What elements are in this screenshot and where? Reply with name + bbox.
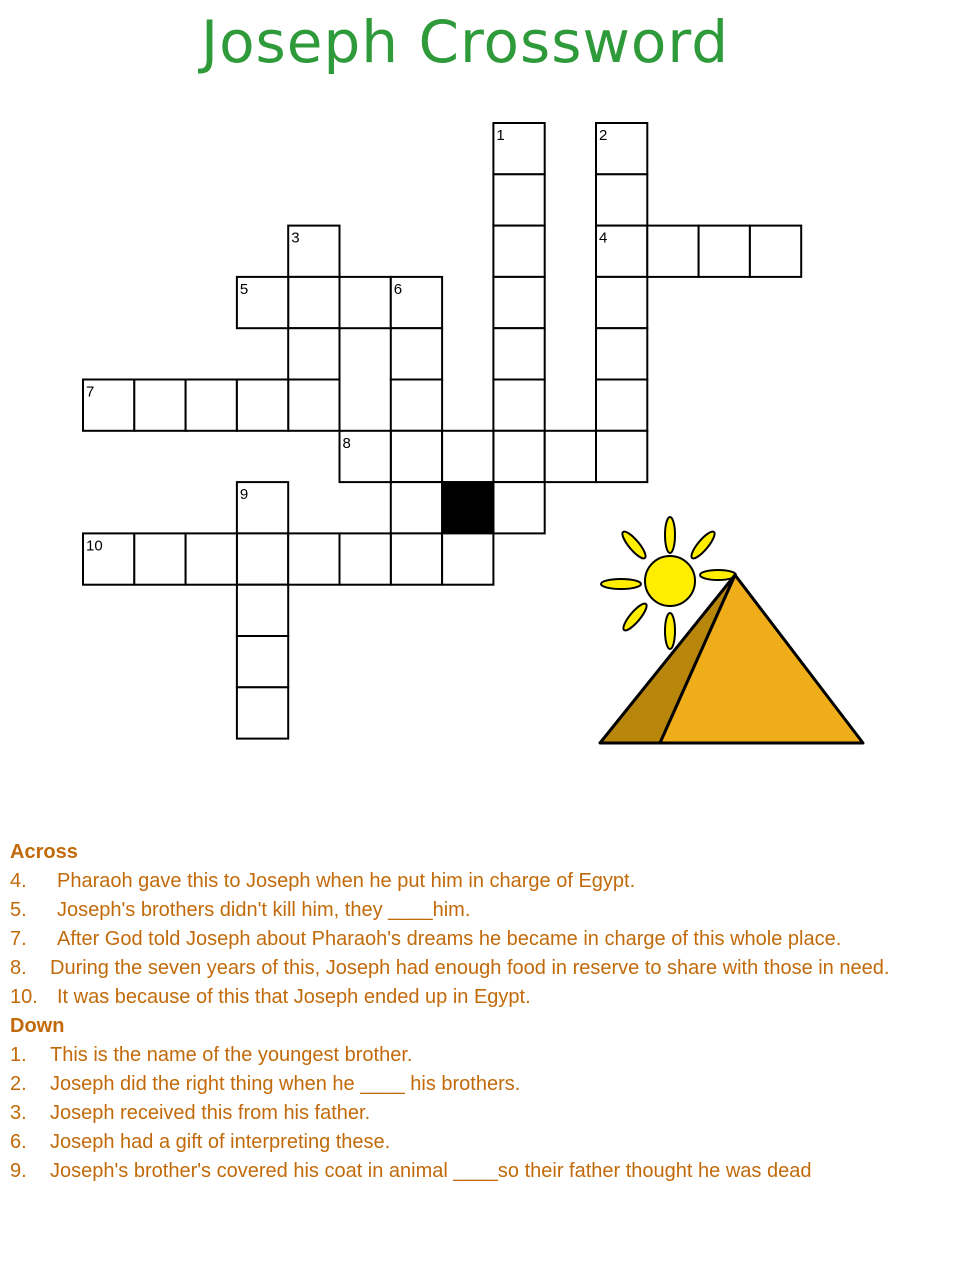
crossword-cell[interactable]	[391, 328, 442, 379]
crossword-cell[interactable]	[391, 380, 442, 431]
crossword-cell[interactable]	[493, 174, 544, 225]
pyramid-icon	[600, 575, 863, 743]
clue-down-3: 3. Joseph received this from his father.	[10, 1102, 371, 1124]
crossword-cell[interactable]	[391, 533, 442, 584]
crossword-cell[interactable]	[596, 380, 647, 431]
clue-across-4: 4. Pharaoh gave this to Joseph when he put him in charge of Egypt.	[10, 870, 636, 892]
crossword-cell[interactable]	[493, 380, 544, 431]
across-heading: Across	[10, 841, 78, 863]
clue-down-6: 6. Joseph had a gift of interpreting these.	[10, 1131, 391, 1153]
crossword-cell[interactable]	[288, 380, 339, 431]
crossword-cell[interactable]	[237, 380, 288, 431]
crossword-cell[interactable]	[596, 431, 647, 482]
crossword-cell[interactable]	[340, 277, 391, 328]
crossword-cell[interactable]	[288, 277, 339, 328]
cell-number: 2	[599, 127, 608, 144]
crossword-cell[interactable]	[134, 380, 185, 431]
crossword-cell[interactable]	[493, 328, 544, 379]
clue-across-10: 10. It was because of this that Joseph ended up in Egypt.	[10, 986, 531, 1008]
clue-down-2: 2. Joseph did the right thing when he ____ his brothers.	[10, 1073, 521, 1095]
crossword-cell[interactable]	[391, 482, 442, 533]
crossword-cell[interactable]	[186, 533, 237, 584]
cell-number: 1	[496, 127, 505, 144]
crossword-cell[interactable]	[288, 328, 339, 379]
crossword-cell[interactable]	[596, 328, 647, 379]
crossword-cell[interactable]	[442, 533, 493, 584]
crossword-cell[interactable]	[237, 687, 288, 738]
clue-across-5: 5. Joseph's brothers didn't kill him, they ____him.	[10, 899, 471, 921]
crossword-cell[interactable]	[288, 533, 339, 584]
crossword-cell[interactable]	[237, 585, 288, 636]
down-heading: Down	[10, 1015, 65, 1037]
crossword-cell[interactable]	[134, 533, 185, 584]
crossword-cell[interactable]	[647, 226, 698, 277]
sun-pyramid-illustration	[590, 505, 870, 750]
cell-number: 4	[599, 229, 608, 247]
crossword-cell[interactable]	[493, 277, 544, 328]
crossword-cell[interactable]	[493, 226, 544, 277]
cell-number: 5	[239, 280, 249, 298]
crossword-cell[interactable]	[596, 174, 647, 225]
crossword-cell[interactable]	[493, 482, 544, 533]
crossword-cell[interactable]	[237, 636, 288, 687]
crossword-cell[interactable]	[237, 533, 288, 584]
clue-list	[10, 838, 955, 1186]
cell-number: 8	[342, 434, 351, 452]
cell-number: 7	[86, 383, 95, 401]
page-title: Joseph Crossword	[200, 8, 730, 76]
cell-number: 10	[86, 537, 103, 555]
cell-number: 9	[239, 486, 249, 504]
crossword-cell[interactable]	[340, 533, 391, 584]
crossword-cell[interactable]	[545, 431, 596, 482]
crossword-cell[interactable]	[596, 277, 647, 328]
crossword-cell[interactable]	[186, 380, 237, 431]
crossword-cell[interactable]	[391, 431, 442, 482]
cell-number: 3	[291, 229, 300, 247]
clue-down-9: 9. Joseph's brother's covered his coat in animal ____so their father thought he was dead	[10, 1160, 812, 1182]
crossword-cell-blocked	[442, 482, 493, 533]
clue-across-7: 7. After God told Joseph about Pharaoh's dreams he became in charge of this whole place.	[10, 928, 842, 950]
crossword-cell[interactable]	[493, 431, 544, 482]
crossword-cell[interactable]	[699, 226, 750, 277]
clue-down-1: 1. This is the name of the youngest brother.	[10, 1044, 413, 1066]
crossword-cell[interactable]	[442, 431, 493, 482]
crossword-cell[interactable]	[750, 226, 801, 277]
clue-across-8: 8. During the seven years of this, Joseph had enough food in reserve to share with those in need.	[10, 957, 890, 979]
cell-number: 6	[393, 280, 403, 298]
